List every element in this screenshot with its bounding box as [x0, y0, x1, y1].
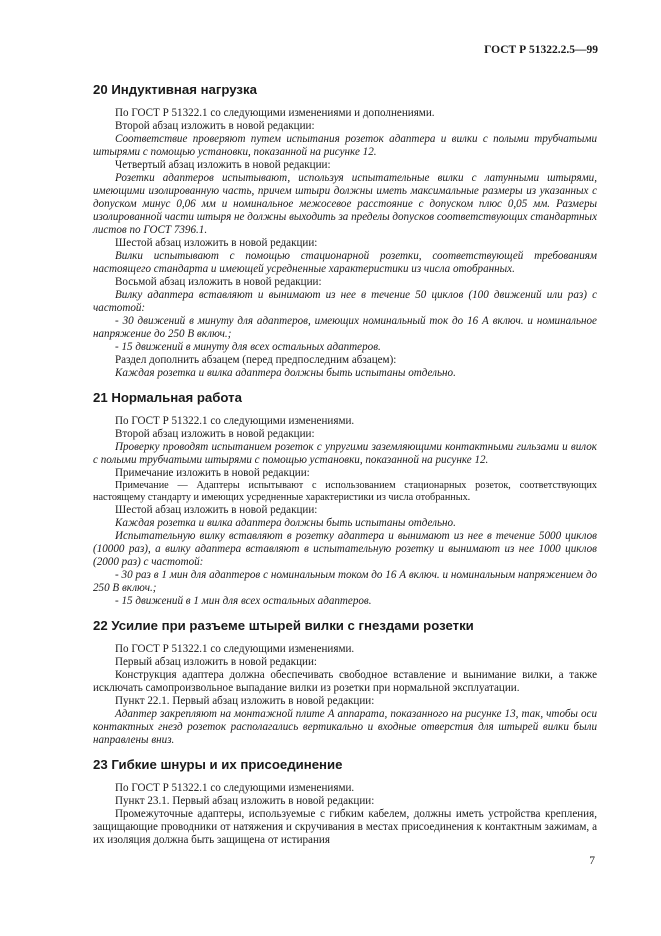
paragraph: Второй абзац изложить в новой редакции: [115, 120, 315, 132]
paragraph: Вилки испытывают с помощью стационарной розетки, соответствующей требованиям настоящего стандарта и имеющей усредненные характеристики из числа отобранных. [93, 250, 597, 275]
document-header: ГОСТ Р 51322.2.5—99 [484, 44, 598, 56]
paragraph: Каждая розетка и вилка адаптера должны быть испытаны отдельно. [115, 367, 456, 379]
section-title: 22 Усилие при разъеме штырей вилки с гнездами розетки [93, 618, 474, 633]
paragraph: Восьмой абзац изложить в новой редакции: [115, 276, 322, 288]
paragraph: Вилку адаптера вставляют и вынимают из нее в течение 50 циклов (100 движений или раз) с частотой: [93, 289, 597, 314]
paragraph: Шестой абзац изложить в новой редакции: [115, 504, 318, 516]
note-paragraph: Примечание — Адаптеры испытывают с использованием стационарных розеток, соответствующих настоящему стандарту и имеющих усредненные характеристики из числа отобранных. [93, 480, 597, 503]
paragraph: Адаптер закрепляют на монтажной плите А аппарата, показанного на рисунке 13, так, чтобы оси контактных гнезд розеток располагались вертикально и входные отверстия для штырей вилки были направлены вниз. [93, 708, 597, 746]
paragraph: Второй абзац изложить в новой редакции: [115, 428, 315, 440]
paragraph: Розетки адаптеров испытывают, используя испытательные вилки с латунными штырями, имеющими изолированную часть, причем штыри должны иметь максимальные размеры из указанных с допуском минус 0,06 мм и номинальное межосевое расстояние с допуском плюс 0,05 мм. Размеры изолированной части штыря не должны выходить за пределы допусков соответствующих стандартных листов по ГОСТ 7396.1. [93, 172, 597, 236]
paragraph: Проверку проводят испытанием розеток с упругими заземляющими контактными гильзами и вилок с полыми трубчатыми штырями с помощью установки, показанной на рисунке 12. [93, 441, 597, 466]
paragraph: По ГОСТ Р 51322.1 со следующими изменениями. [115, 415, 355, 427]
paragraph: - 30 раз в 1 мин для адаптеров с номинальным током до 16 А включ. и номинальным напряжением до 250 В включ.; [93, 569, 597, 594]
paragraph: - 15 движений в минуту для всех остальных адаптеров. [115, 341, 381, 353]
paragraph: По ГОСТ Р 51322.1 со следующими изменениями. [115, 643, 355, 655]
section-title: 23 Гибкие шнуры и их присоединение [93, 757, 343, 772]
paragraph: Соответствие проверяют путем испытания розеток адаптера и вилки с полыми трубчатыми штырями с помощью установки, показанной на рисунке 12. [93, 133, 597, 158]
page-number: 7 [589, 855, 595, 867]
paragraph: Пункт 23.1. Первый абзац изложить в новой редакции: [115, 795, 375, 807]
paragraph: Четвертый абзац изложить в новой редакции: [115, 159, 331, 171]
paragraph: Примечание изложить в новой редакции: [115, 467, 310, 479]
paragraph: По ГОСТ Р 51322.1 со следующими изменениями и дополнениями. [115, 107, 435, 119]
section-title: 20 Индуктивная нагрузка [93, 82, 257, 97]
paragraph: Раздел дополнить абзацем (перед предпоследним абзацем): [115, 354, 397, 366]
paragraph: По ГОСТ Р 51322.1 со следующими изменениями. [115, 782, 355, 794]
paragraph: Испытательную вилку вставляют в розетку адаптера и вынимают из нее в течение 5000 циклов (10000 раз), а вилку адаптера вставляют в испытательную розетку и вынимают из нее 1000 циклов (2000 раз) с частотой: [93, 530, 597, 568]
paragraph: Каждая розетка и вилка адаптера должны быть испытаны отдельно. [115, 517, 456, 529]
document-body [93, 72, 597, 847]
paragraph: Шестой абзац изложить в новой редакции: [115, 237, 318, 249]
paragraph: Промежуточные адаптеры, используемые с гибким кабелем, должны иметь устройства крепления, защищающие проводники от натяжения и скручивания в местах присоединения к контактным зажимам, а их изоляция должна быть защищена от истирания [93, 808, 597, 846]
paragraph: Конструкция адаптера должна обеспечивать свободное вставление и вынимание вилки, а также исключать самопроизвольное выпадание вилки из розетки при нормальной эксплуатации. [93, 669, 597, 694]
paragraph: Первый абзац изложить в новой редакции: [115, 656, 317, 668]
paragraph: Пункт 22.1. Первый абзац изложить в новой редакции: [115, 695, 375, 707]
paragraph: - 15 движений в 1 мин для всех остальных адаптеров. [115, 595, 372, 607]
section-title: 21 Нормальная работа [93, 390, 242, 405]
paragraph: - 30 движений в минуту для адаптеров, имеющих номинальный ток до 16 А включ. и номинальное напряжение до 250 В включ.; [93, 315, 597, 340]
